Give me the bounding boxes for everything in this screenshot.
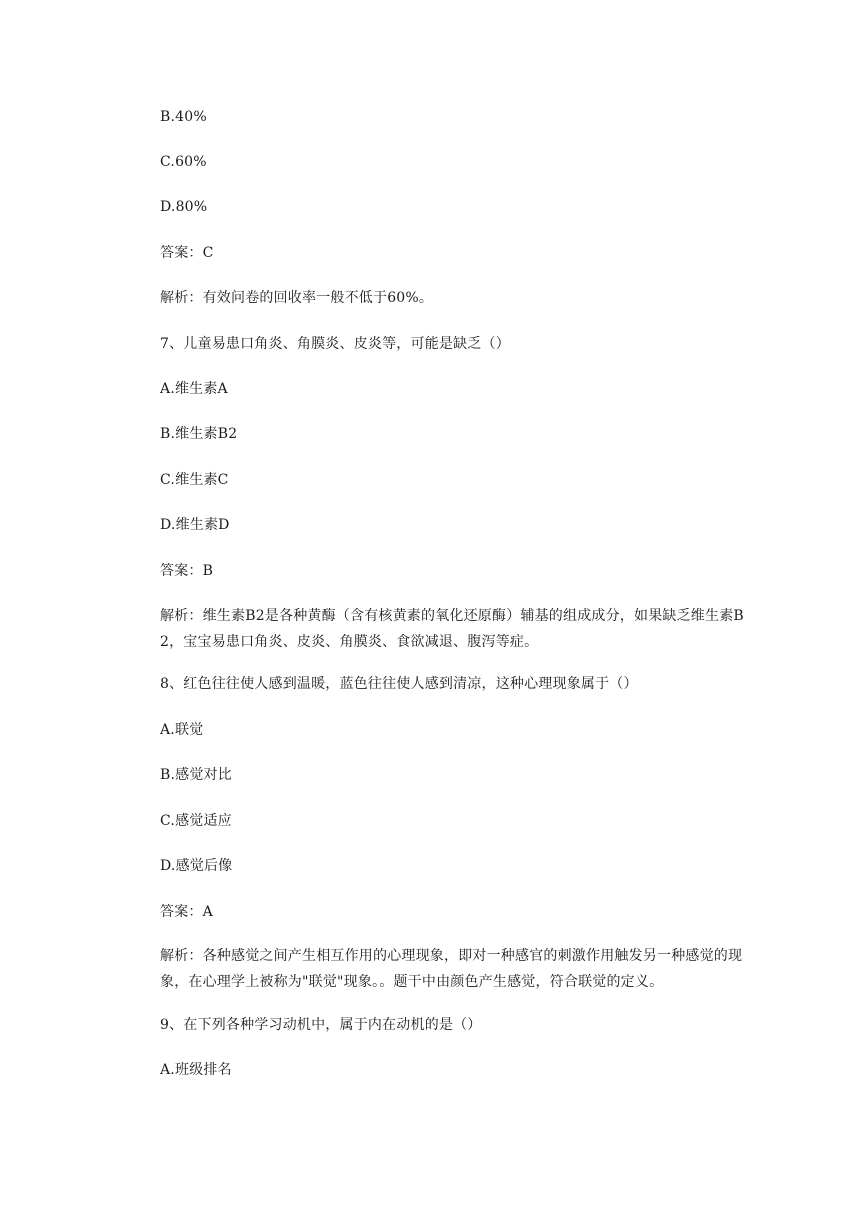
q9-question: 9、在下列各种学习动机中，属于内在动机的是（） — [160, 1017, 482, 1033]
q8-option-a: A.联觉 — [160, 722, 204, 738]
q7-analysis: 解析：维生素B2是各种黄酶（含有核黄素的氧化还原酶）辅基的组成成分，如果缺乏维生素B2，宝宝易患口角炎、皮炎、角膜炎、食欲减退、腹泻等症。 — [160, 608, 744, 650]
q7-option-b: B.维生素B2 — [160, 426, 238, 442]
q8-option-c: C.感觉适应 — [160, 813, 232, 829]
q6-answer: 答案：C — [160, 245, 214, 261]
q6-option-d: D.80% — [160, 199, 208, 215]
q6-analysis: 解析：有效问卷的回收率一般不低于60%。 — [160, 290, 434, 306]
q6-option-c: C.60% — [160, 154, 207, 170]
q8-analysis: 解析：各种感觉之间产生相互作用的心理现象，即对一种感官的刺激作用触发另一种感觉的现象，在心理学上被称为"联觉"现象。。题干中由颜色产生感觉，符合联觉的定义。 — [160, 948, 743, 990]
q8-answer: 答案：A — [160, 904, 213, 920]
q7-option-a: A.维生素A — [160, 381, 228, 397]
q8-question: 8、红色往往使人感到温暖，蓝色往往使人感到清凉，这种心理现象属于（） — [160, 676, 638, 692]
q6-option-b: B.40% — [160, 109, 207, 125]
q7-option-c: C.维生素C — [160, 472, 229, 488]
q7-answer: 答案：B — [160, 563, 214, 579]
q8-option-d: D.感觉后像 — [160, 858, 233, 874]
q8-option-b: B.感觉对比 — [160, 767, 232, 783]
q7-question: 7、儿童易患口角炎、角膜炎、皮炎等，可能是缺乏（） — [160, 336, 510, 352]
q9-option-a: A.班级排名 — [160, 1062, 232, 1078]
q7-option-d: D.维生素D — [160, 517, 230, 533]
